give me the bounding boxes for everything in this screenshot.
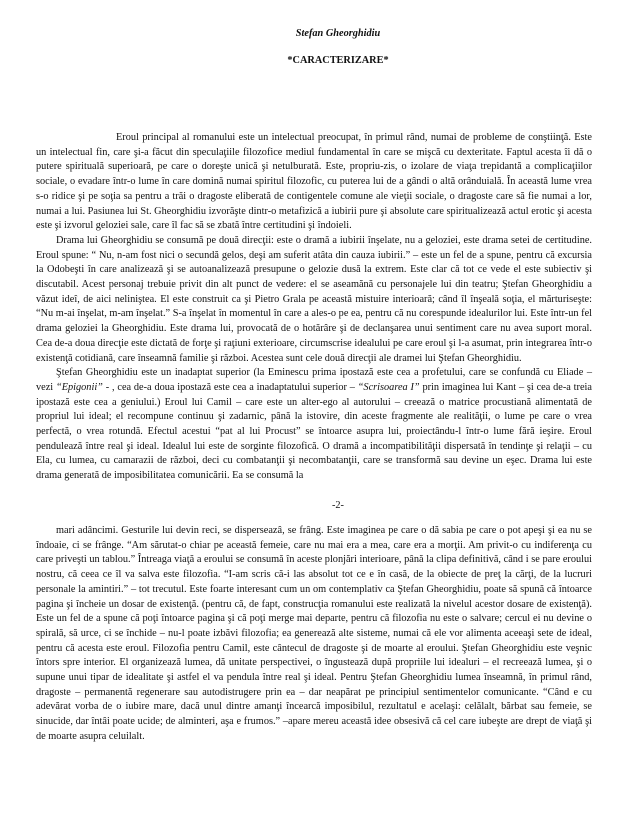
paragraph-continued: mari adâncimi. Gesturile lui devin reci, se disperseazâ, se frâng. Este imaginea pe care o dă sabia pe care o pot apeşi şi ea nu se îndoaie, ci se frânge. “Am sărutat-o chiar pe această femeie, care nu mai era a mea, care era a morţii. Am privit-o cu indiferenţa cu care priveşti un tablou.” Întreaga viaţă a eroului se consumă în aceste plonjări interioare, până la clipa definitivă, când i se pare eroului nostru, că ceea ce îl va salva este filozofia. “I-am scris că-i las absolut tot ce e în casă, de la obiecte de preţ la cărţi, de la lucruri personale la amintiri.” – tot trecutul. Este foarte interesant cum un om contemplativ ca Ştefan Gheorghidiu, poate să spună că întoarce pagina şi încheie un dosar de existenţă. (pentru că, de fapt, construcţia romanului este realizată la nivelul acestor dosare de existenţă). Este un fel de a spune că poţi întoarce pagina şi că poţi merge mai departe, pentru că filozofia nu este o salvare; cercul ei nu devine o spirală, să urce, ci se închide – nu-l poate izbăvi filozofia; ea generează alte sisteme, numai că ele vor alimenta aceeaşi sete de ideal, pentru că acesta este eroul. Filozofia pentru Camil, este cântecul de dragoste şi de moarte al eroului. Ştefan Gheorghidiu este veşnic întors spre interior. El organizează lumea, dă unitate perspectivei, o îngustează după propriile lui idealuri – el recreează lumea, şi o supune unui tipar de idealitate şi astfel el va pendula între real şi ideal. Pentru Ştefan Gheorghidiu lumea înseamnă, în primul rând, dragoste – permanentă regenerare sau autodistrugere prin ea – dar neapărat pe principiul sentimentelor comunicante. “Când e cu adevărat vorba de o iubire mare, dacă unul dintre amanţi încearcă imposibilul, rezultatul e acelaşi: celălalt, bărbat sau femeie, se sinucide, dar întâi poate ucide; de alminteri, aşa e frumos.” –apare mereu această idee obsesivă că cel care iubeşte are drept de viaţă şi de moarte asupra celuilalt. [36, 525, 592, 742]
paragraph-intro: Eroul principal al romanului este un intelectual preocupat, în primul rând, numai de probleme de conştiinţă. Este un intelectual fin, care şi-a făcut din speculaţiile filozofice mediul fundamental în care se mişcă cu dexteritate. Faptul acesta îi dă o putere spirituală superioară, pe care o doreşte unică şi netulburată. Este, propriu-zis, o izolare de viaţa trepidantă a complicaţiilor sociale, o evadare într-o lume în care domină numai spiritul filozofic, cu puterea lui de a gândi o altă orânduială. În această lume vrea s-o ridice şi pe soţia sa pentru a trăi o dragoste eliberată de contigentele comune ale vieţii sociale, o dragoste care să fie numai a lor, numai a lui. Pasiunea lui St. Gheorghidiu izvorăşte dintr-o metafizică a iubirii pure şi absolute care spiritualizează actul erotic şi acesta este şi izvorul geloziei sale, care îl fac să se zbată între certitudini şi îndoieli. [36, 132, 592, 232]
paragraph-drama: Drama lui Gheorghidiu se consumă pe două direcţii: este o dramă a iubirii înşelate, nu a geloziei, este drama setei de certitudine. Eroul spune: “ Nu, n-am fost nici o secundă gelos, deşi am suferit atâta din cauza iubirii.” – este un fel de a spune, pentru că excursia la Odobeşti în care analizează şi se autoanalizează presupune o gelozie dusă la extrem. Este clar că tot ce vede el este subiectiv şi discutabil. Acest personaj trebuie privit din alt punct de vedere: el se aseamănă cu personajele lui din teatru; Ştefan Gheorghidiu a văzut ideî, de aici neliniştea. El este construit ca şi Pietro Grala pe această mistuire interioară; când îl înşeală soţia, el mărturiseşte: “Nu m-ai înşelat, m-am înşelat.” S-a înşelat în momentul în care a ales-o pe ea, pentru că nu corespunde idealurilor lui. Este într-un fel drama geloziei la Gheorghidiu. Este drama lui, provocată de o hotărâre şi de declanşarea unui sentiment care nu avea suport moral. Cea de-a doua direcţie este dictată de forţe şi raţiuni exterioare, circumscrise idealului pe care eroul şi l-a asumat, prin integrarea într-o existenţă cotidiană, care înseamnă familie şi război. Acestea sunt cele două direcţii ale dramei lui Ştefan Gheorghidiu. [36, 234, 592, 364]
p3-text-a: Ştefan Gheorghidiu este un inadaptat superior (la Eminescu prima ipostază este cea a profetului, care se confundă cu Eliade – vezi [36, 367, 592, 393]
p3-text-c: - , cea de-a doua ipostază este cea a inadaptatului superior – [102, 381, 358, 393]
section-1 [36, 131, 592, 484]
section-2 [36, 524, 592, 745]
p3-title-scrisoarea: “Scrisoarea I” [357, 381, 420, 393]
p3-text-e: prin imaginea lui Kant – şi cea de-a treia ipostază este cea a geniului.) Eroul lui Camil – care este un alter-ego al autorului – creează o matrice procustiană alimentată de propriul lui ideal; el recompune continuu şi zadarnic, până la istovire, din aceste fragmente ale realităţii, o lume pe care o vrea perfectă, o vrea rotundă. Efectul acestui “pat al lui Procust” se întoarce asupra lui, proiectându-l într-o lume fără ieşire. Eroul pendulează între real şi ideal. Idealul lui este de sorginte filozofică. O dramă a incompatibilităţii dispersată în tendinţe şi relaţii – cu Ela, cu lumea, cu camarazii de război, deci cu combatanţii şi necombatanţii, care se transformă sau devine un eşec. Drama lui este drama generată de imposibilitatea comunicării. Ea se consumă la [36, 381, 592, 482]
document-heading: *CARACTERIZARE* [287, 55, 389, 66]
p3-title-epigonii: “Epigonii” [55, 381, 103, 393]
paragraph-inadaptat [36, 366, 592, 484]
author-name: Stefan Gheorghidiu [295, 28, 381, 39]
page-number: -2- [331, 500, 344, 511]
